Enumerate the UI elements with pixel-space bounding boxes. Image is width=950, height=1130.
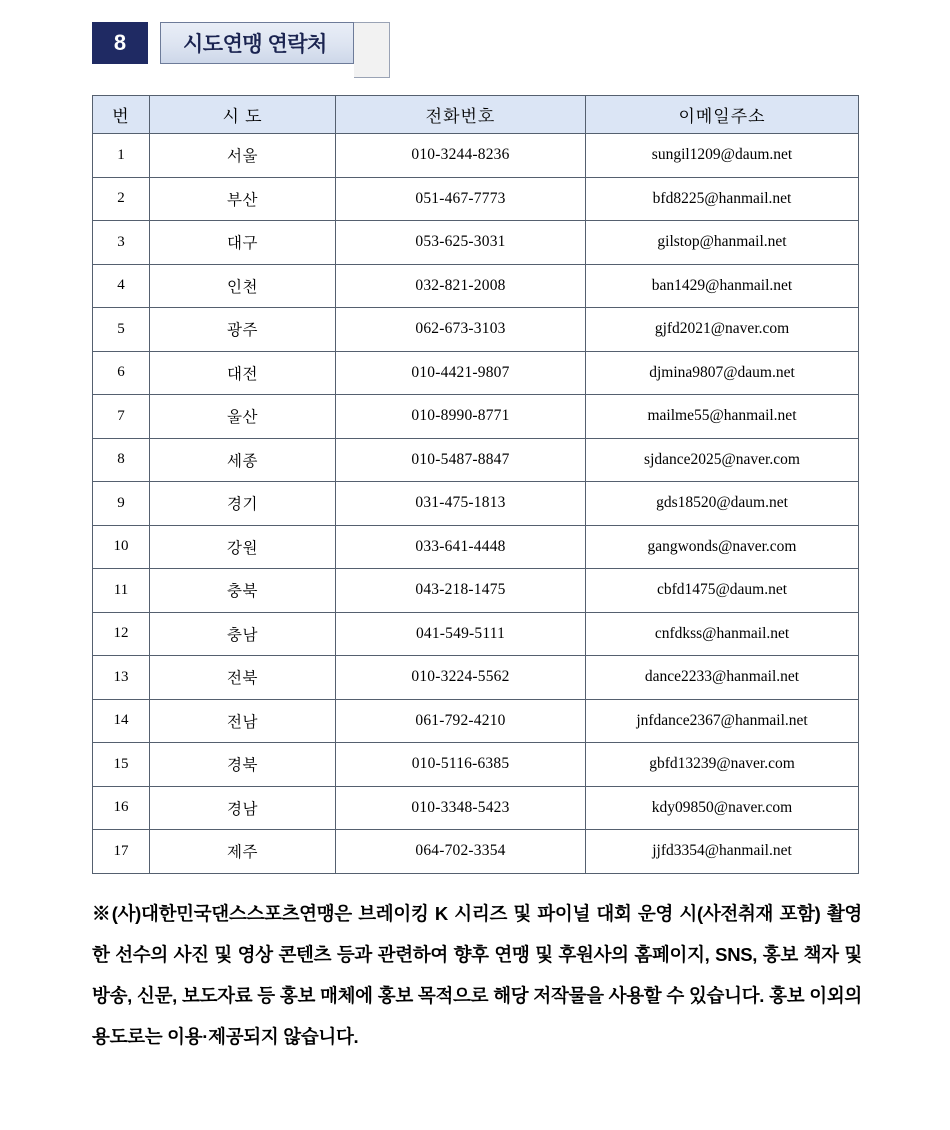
cell-email: djmina9807@daum.net bbox=[586, 351, 859, 395]
cell-no: 16 bbox=[93, 786, 150, 830]
cell-phone: 010-3244-8236 bbox=[336, 134, 586, 178]
cell-email: sungil1209@daum.net bbox=[586, 134, 859, 178]
table-row bbox=[93, 699, 859, 743]
table-row bbox=[93, 134, 859, 178]
column-header-phone: 전화번호 bbox=[336, 96, 586, 134]
cell-no: 2 bbox=[93, 177, 150, 221]
cell-city: 대구 bbox=[150, 221, 336, 265]
cell-no: 12 bbox=[93, 612, 150, 656]
cell-city: 경북 bbox=[150, 743, 336, 787]
cell-city: 대전 bbox=[150, 351, 336, 395]
cell-email: kdy09850@naver.com bbox=[586, 786, 859, 830]
table-header-row bbox=[93, 96, 859, 134]
section-title-wrapper bbox=[160, 22, 354, 64]
cell-phone: 033-641-4448 bbox=[336, 525, 586, 569]
cell-city: 전북 bbox=[150, 656, 336, 700]
cell-phone: 051-467-7773 bbox=[336, 177, 586, 221]
cell-city: 경기 bbox=[150, 482, 336, 526]
section-number-badge: 8 bbox=[92, 22, 148, 64]
cell-no: 11 bbox=[93, 569, 150, 613]
cell-city: 광주 bbox=[150, 308, 336, 352]
cell-phone: 064-702-3354 bbox=[336, 830, 586, 874]
cell-email: sjdance2025@naver.com bbox=[586, 438, 859, 482]
cell-phone: 010-8990-8771 bbox=[336, 395, 586, 439]
table-row bbox=[93, 656, 859, 700]
cell-no: 6 bbox=[93, 351, 150, 395]
column-header-no: 번 bbox=[93, 96, 150, 134]
contacts-table bbox=[92, 95, 859, 874]
table-row bbox=[93, 612, 859, 656]
table-row bbox=[93, 569, 859, 613]
cell-city: 전남 bbox=[150, 699, 336, 743]
table-row bbox=[93, 438, 859, 482]
cell-email: gangwonds@naver.com bbox=[586, 525, 859, 569]
cell-phone: 010-5487-8847 bbox=[336, 438, 586, 482]
cell-city: 충북 bbox=[150, 569, 336, 613]
cell-city: 울산 bbox=[150, 395, 336, 439]
cell-email: ban1429@hanmail.net bbox=[586, 264, 859, 308]
cell-no: 5 bbox=[93, 308, 150, 352]
cell-no: 14 bbox=[93, 699, 150, 743]
column-header-city: 시 도 bbox=[150, 96, 336, 134]
cell-city: 충남 bbox=[150, 612, 336, 656]
cell-email: gds18520@daum.net bbox=[586, 482, 859, 526]
cell-email: jjfd3354@hanmail.net bbox=[586, 830, 859, 874]
section-title-flag-decoration bbox=[354, 22, 390, 78]
cell-email: gilstop@hanmail.net bbox=[586, 221, 859, 265]
cell-email: bfd8225@hanmail.net bbox=[586, 177, 859, 221]
cell-email: gjfd2021@naver.com bbox=[586, 308, 859, 352]
table-row bbox=[93, 830, 859, 874]
cell-no: 9 bbox=[93, 482, 150, 526]
table-row bbox=[93, 351, 859, 395]
footnote-text: ※(사)대한민국댄스스포츠연맹은 브레이킹 K 시리즈 및 파이널 대회 운영 시(사전취재 포함) 촬영한 선수의 사진 및 영상 콘텐츠 등과 관련하여 향후 연맹 및 후원사의 홈페이지, SNS, 홍보 책자 및 방송, 신문, 보도자료 등 홍보 매체에 홍보 목적으로 해당 저작물을 사용할 수 있습니다. 홍보 이외의 용도로는 이용·제공되지 않습니다. bbox=[92, 903, 862, 1047]
cell-city: 강원 bbox=[150, 525, 336, 569]
cell-phone: 032-821-2008 bbox=[336, 264, 586, 308]
table-row bbox=[93, 482, 859, 526]
cell-phone: 043-218-1475 bbox=[336, 569, 586, 613]
cell-city: 부산 bbox=[150, 177, 336, 221]
table-row bbox=[93, 786, 859, 830]
cell-email: cbfd1475@daum.net bbox=[586, 569, 859, 613]
cell-phone: 031-475-1813 bbox=[336, 482, 586, 526]
cell-email: jnfdance2367@hanmail.net bbox=[586, 699, 859, 743]
cell-phone: 010-3224-5562 bbox=[336, 656, 586, 700]
cell-city: 제주 bbox=[150, 830, 336, 874]
cell-phone: 041-549-5111 bbox=[336, 612, 586, 656]
section-title-text: 시도연맹 연락처 bbox=[183, 33, 327, 56]
table-row bbox=[93, 395, 859, 439]
cell-phone: 010-4421-9807 bbox=[336, 351, 586, 395]
cell-email: gbfd13239@naver.com bbox=[586, 743, 859, 787]
cell-phone: 010-5116-6385 bbox=[336, 743, 586, 787]
table-row bbox=[93, 264, 859, 308]
table-row bbox=[93, 743, 859, 787]
cell-email: mailme55@hanmail.net bbox=[586, 395, 859, 439]
cell-email: cnfdkss@hanmail.net bbox=[586, 612, 859, 656]
cell-city: 서울 bbox=[150, 134, 336, 178]
cell-city: 인천 bbox=[150, 264, 336, 308]
cell-no: 8 bbox=[93, 438, 150, 482]
cell-no: 4 bbox=[93, 264, 150, 308]
column-header-email: 이메일주소 bbox=[586, 96, 859, 134]
table-row bbox=[93, 177, 859, 221]
table-row bbox=[93, 221, 859, 265]
table-header-row-group bbox=[93, 96, 859, 134]
cell-no: 17 bbox=[93, 830, 150, 874]
section-title-box bbox=[160, 22, 354, 64]
table-row bbox=[93, 525, 859, 569]
cell-phone: 061-792-4210 bbox=[336, 699, 586, 743]
cell-no: 1 bbox=[93, 134, 150, 178]
table-body bbox=[93, 134, 859, 874]
table-row bbox=[93, 308, 859, 352]
cell-no: 13 bbox=[93, 656, 150, 700]
cell-phone: 010-3348-5423 bbox=[336, 786, 586, 830]
cell-city: 세종 bbox=[150, 438, 336, 482]
cell-phone: 062-673-3103 bbox=[336, 308, 586, 352]
cell-email: dance2233@hanmail.net bbox=[586, 656, 859, 700]
section-header bbox=[92, 22, 354, 64]
cell-no: 7 bbox=[93, 395, 150, 439]
cell-no: 3 bbox=[93, 221, 150, 265]
cell-no: 10 bbox=[93, 525, 150, 569]
cell-no: 15 bbox=[93, 743, 150, 787]
cell-phone: 053-625-3031 bbox=[336, 221, 586, 265]
cell-city: 경남 bbox=[150, 786, 336, 830]
